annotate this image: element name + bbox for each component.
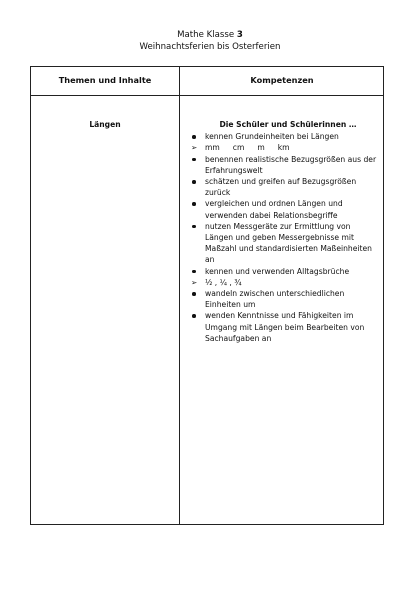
competence-list <box>189 131 379 344</box>
title-grade: 3 <box>236 30 243 40</box>
competence-item <box>189 176 379 198</box>
competence-item <box>189 221 379 266</box>
competence-item <box>189 198 379 220</box>
unit-label: km <box>277 143 290 153</box>
competence-item <box>189 288 379 310</box>
competence-text: kennen und verwenden Alltagsbrüche <box>205 266 350 276</box>
column-divider <box>179 67 180 524</box>
curriculum-table <box>30 66 384 525</box>
competence-text: vergleichen und ordnen Längen und verwenden dabei Relationsbegriffe <box>205 199 343 220</box>
competence-text: benennen realistische Bezugsgrößen aus der Erfahrungswelt <box>205 154 377 175</box>
competence-item <box>189 310 379 344</box>
unit-label: m <box>257 143 265 153</box>
competence-item <box>189 154 379 176</box>
title-prefix: Mathe Klasse <box>177 30 237 40</box>
topic-cell: Längen <box>89 120 121 129</box>
competence-cell <box>189 119 379 344</box>
competence-text: ½ , ¼ , ¾ <box>205 277 242 287</box>
page-title <box>0 29 420 41</box>
page-subtitle: Weihnachtsferien bis Osterferien <box>139 42 281 52</box>
competence-text: nutzen Messgeräte zur Ermittlung von Längen und geben Messergebnisse mit Maßzahl und standardisierten Maßeinheiten an <box>205 221 372 265</box>
unit-label: mm <box>205 143 220 153</box>
unit-list <box>205 143 303 152</box>
competence-item <box>189 266 379 277</box>
arrow-bullet-icon: ➢ <box>191 277 198 287</box>
column-header-topics: Themen und Inhalte <box>58 75 152 85</box>
competence-text: kennen Grundeinheiten bei Längen <box>205 132 339 142</box>
arrow-bullet-icon: ➢ <box>191 143 198 153</box>
competence-item <box>189 142 379 153</box>
competence-item <box>189 131 379 142</box>
competence-intro: Die Schüler und Schülerinnen … <box>219 120 357 129</box>
competence-item <box>189 277 379 288</box>
unit-label: cm <box>232 143 245 153</box>
header-divider <box>31 95 383 96</box>
competence-text: schätzen und greifen auf Bezugsgrößen zurück <box>205 177 357 198</box>
page-header <box>0 29 420 53</box>
competence-text: wandeln zwischen unterschiedlichen Einheiten um <box>205 289 345 310</box>
column-header-competences: Kompetenzen <box>250 75 314 85</box>
competence-text: wenden Kenntnisse und Fähigkeiten im Umgang mit Längen beim Bearbeiten von Sachaufgaben an <box>205 311 365 343</box>
